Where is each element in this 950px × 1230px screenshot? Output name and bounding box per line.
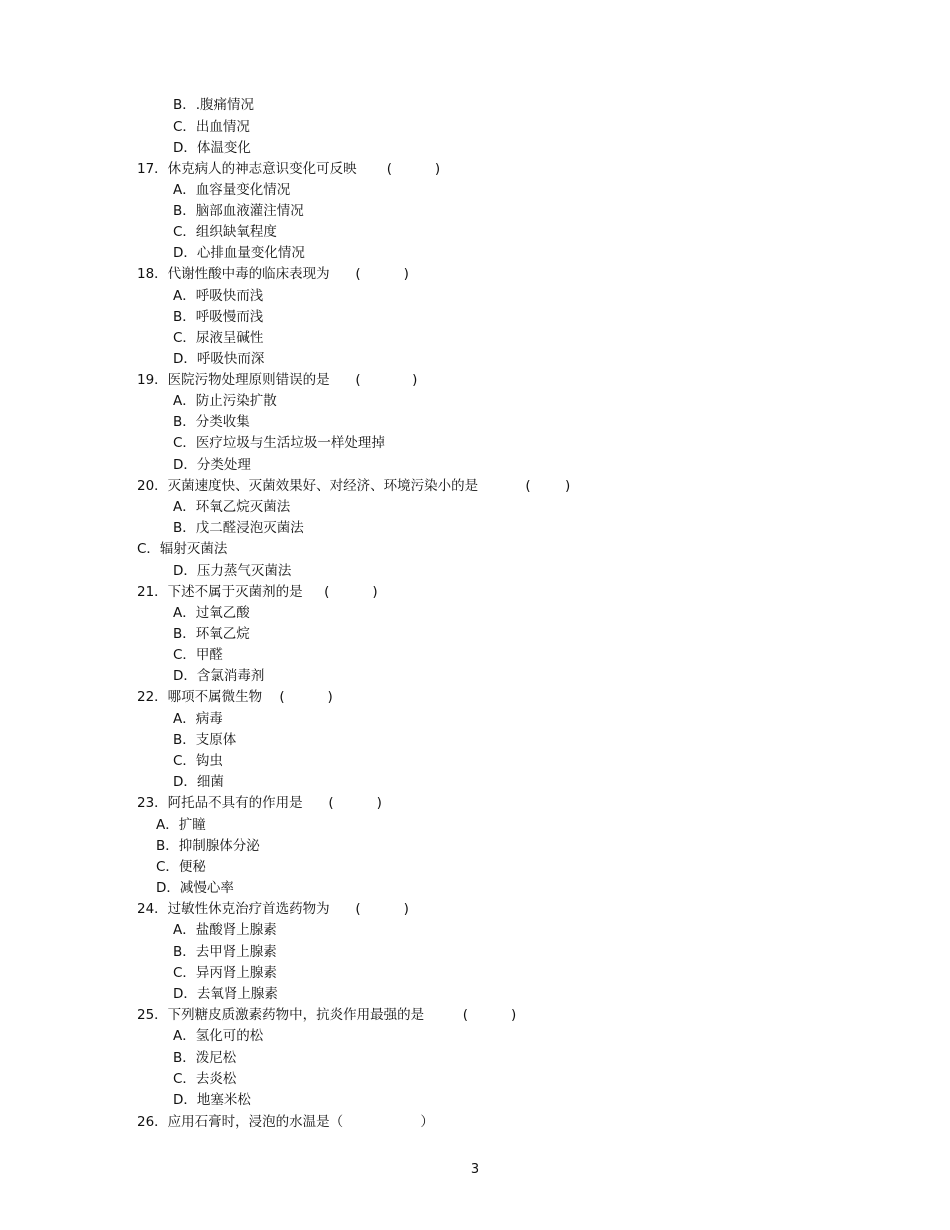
option-25b: B．泼尼松 (173, 1050, 237, 1066)
option-25a: A．氢化可的松 (173, 1028, 264, 1044)
option-16b: B．.腹痛情况 (173, 97, 255, 113)
option-20a: A．环氧乙烷灭菌法 (173, 499, 291, 515)
question-26: 26．应用石膏时，浸泡的水温是（ ） (137, 1114, 434, 1130)
option-19c: C．医疗垃圾与生活垃圾一样处理掉 (173, 435, 385, 451)
option-22d: D．细菌 (173, 774, 224, 790)
option-19d: D．分类处理 (173, 457, 251, 473)
question-21: 21．下述不属于灭菌剂的是 ( ) (137, 584, 378, 600)
option-20c: C．辐射灭菌法 (137, 541, 228, 557)
option-23a: A．扩瞳 (156, 817, 206, 833)
option-24d: D．去氧肾上腺素 (173, 986, 278, 1002)
option-23b: B．抑制腺体分泌 (156, 838, 260, 854)
option-22b: B．支原体 (173, 732, 237, 748)
option-17c: C．组织缺氧程度 (173, 224, 277, 240)
question-18: 18．代谢性酸中毒的临床表现为 ( ) (137, 266, 409, 282)
option-24b: B．去甲肾上腺素 (173, 944, 277, 960)
option-21d: D．含氯消毒剂 (173, 668, 265, 684)
option-22a: A．病毒 (173, 711, 223, 727)
question-24: 24．过敏性休克治疗首选药物为 ( ) (137, 901, 409, 917)
option-23d: D．减慢心率 (156, 880, 234, 896)
option-18a: A．呼吸快而浅 (173, 288, 264, 304)
option-16d: D．体温变化 (173, 140, 251, 156)
option-19b: B．分类收集 (173, 414, 250, 430)
option-21a: A．过氧乙酸 (173, 605, 250, 621)
option-25c: C．去炎松 (173, 1071, 237, 1087)
option-25d: D．地塞米松 (173, 1092, 251, 1108)
option-18b: B．呼吸慢而浅 (173, 309, 264, 325)
option-19a: A．防止污染扩散 (173, 393, 277, 409)
option-21c: C．甲醛 (173, 647, 223, 663)
question-19: 19．医院污物处理原则错误的是 ( ) (137, 372, 418, 388)
option-24a: A．盐酸肾上腺素 (173, 922, 277, 938)
option-24c: C．异丙肾上腺素 (173, 965, 277, 981)
option-17d: D．心排血量变化情况 (173, 245, 305, 261)
option-17a: A．血容量变化情况 (173, 182, 291, 198)
question-25: 25．下列糖皮质激素药物中，抗炎作用最强的是 ( ) (137, 1007, 517, 1023)
option-18c: C．尿液呈碱性 (173, 330, 264, 346)
question-17: 17．休克病人的神志意识变化可反映 ( ) (137, 161, 441, 177)
option-20d: D．压力蒸气灭菌法 (173, 563, 292, 579)
question-22: 22．哪项不属微生物 ( ) (137, 689, 333, 705)
option-17b: B．脑部血液灌注情况 (173, 203, 304, 219)
question-20: 20．灭菌速度快、灭菌效果好、对经济、环境污染小的是 ( ) (137, 478, 571, 494)
option-23c: C．便秘 (156, 859, 206, 875)
question-23: 23．阿托品不具有的作用是 ( ) (137, 795, 382, 811)
page-number: 3 (470, 1162, 480, 1177)
option-21b: B．环氧乙烷 (173, 626, 250, 642)
option-18d: D．呼吸快而深 (173, 351, 265, 367)
option-22c: C．钩虫 (173, 753, 223, 769)
option-16c: C．出血情况 (173, 119, 250, 135)
option-20b: B．戊二醛浸泡灭菌法 (173, 520, 304, 536)
